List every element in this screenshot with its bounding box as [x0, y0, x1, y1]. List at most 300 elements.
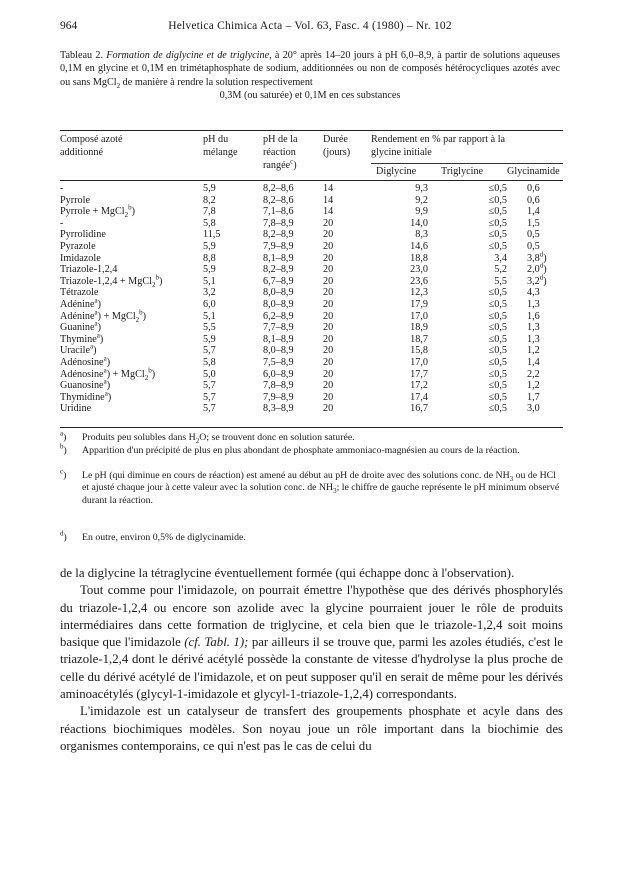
footnote-ref: a: [89, 342, 94, 351]
cell-diglycine-value: 9,3: [415, 183, 428, 194]
footnote-d-sup: d: [60, 529, 64, 538]
cell-glycinamide-value: 3,8: [527, 252, 540, 264]
cell-diglycine: [368, 183, 442, 195]
cell-ph-reaction: [263, 195, 323, 207]
cell-glycinamide: [527, 392, 567, 404]
cell-ph-reaction-value: 7,1–8,6: [263, 206, 294, 218]
cell-glycinamide: [527, 403, 567, 415]
col-header-compound-line1: Composé azoté: [60, 134, 123, 145]
caption-text-1: à 20° après 14–20 jours à pH 6,0–8,9, à partir de solutions aqueuses 0,1: [60, 50, 561, 75]
cell-ph-reaction-value: 8,2–8,6: [263, 194, 294, 206]
cell-ph-value: 5,7: [203, 345, 216, 357]
caption-text-2: en glycine et 0,1: [85, 63, 155, 75]
footnote-c-text-1: Le pH (qui diminue en cours de réaction) est amené au début au pH de droite avec des solutions conc. de NH: [82, 470, 510, 481]
cell-compound: Adénine$^a$) + MgCl$_2^b$): [60, 308, 147, 324]
cell-diglycine-value: 23,6: [410, 275, 428, 287]
molar-unit: M: [232, 89, 242, 101]
cell-ph-reaction-value: 8,2–8,6: [263, 183, 294, 194]
footnote-ref: a: [94, 296, 98, 305]
caption-last-line: [60, 89, 560, 102]
table-row: [60, 229, 567, 241]
cell-diglycine-value: 14,0: [410, 217, 428, 229]
cell-ph-reaction: [263, 229, 323, 241]
compound-name: Adénosine: [60, 368, 104, 380]
cell-glycinamide-value: 0,6: [527, 194, 540, 206]
cell-ph: [201, 218, 263, 230]
compound-name: Adénine: [60, 310, 95, 322]
cell-duration-value: 20: [323, 403, 334, 415]
cell-triglycine-value: ≤0,5: [488, 368, 507, 380]
compound-name: Uracile: [60, 345, 90, 357]
cell-diglycine: [368, 403, 442, 415]
cell-ph-reaction: [263, 334, 323, 346]
cell-glycinamide: [527, 380, 567, 392]
cell-glycinamide-value: 3,0: [527, 403, 540, 415]
cell-glycinamide: 3,2$^d$): [527, 273, 547, 287]
cell-ph: [201, 241, 263, 253]
cell-ph-reaction: [263, 369, 323, 381]
table-row: [60, 403, 567, 415]
cell-triglycine-value: ≤0,5: [488, 310, 507, 322]
footnote-ref: a: [103, 354, 107, 363]
col-header-duration: [323, 134, 350, 160]
cell-compound: Triazole-1,2,4 + MgCl$_2^b$): [60, 273, 163, 289]
compound-name: Adénine: [60, 298, 95, 310]
molar-unit: M: [154, 63, 164, 75]
cell-ph-reaction-value: 8,2–8,9: [263, 229, 294, 241]
compound-name: Triazole-1,2,4: [60, 264, 118, 276]
col-header-compound-line2: additionné: [60, 146, 104, 158]
cell-triglycine: [442, 380, 527, 392]
cell-ph-value: 8,8: [203, 252, 216, 264]
compound-name: Pyrrolidine: [60, 229, 106, 241]
cell-duration: [323, 287, 368, 299]
cell-ph: [201, 195, 263, 207]
cell-ph-reaction: [263, 380, 323, 392]
caption-text-5: 0,3: [219, 89, 233, 101]
cell-diglycine-value: 17,2: [410, 380, 428, 392]
cell-diglycine-value: 9,2: [415, 194, 428, 206]
cell-diglycine: [368, 311, 442, 323]
cell-triglycine-value: 5,2: [494, 264, 507, 276]
table-row: [60, 206, 567, 218]
cell-triglycine: [442, 276, 527, 288]
cell-compound: [60, 403, 201, 415]
cell-duration-value: 20: [323, 380, 334, 392]
cell-glycinamide-value: 1,3: [527, 298, 540, 310]
cell-ph-value: 5,9: [203, 333, 216, 345]
footnote-b: [60, 442, 563, 457]
cell-triglycine-value: ≤0,5: [488, 345, 507, 357]
cell-triglycine-value: ≤0,5: [488, 380, 507, 392]
body-paragraph-3: L'imidazole est un catalyseur de transfert des groupements phosphate et acyle dans des réactions biochimiques modèles. Son noyau joue un rôle important dans la biochimie des organismes contemporains, ce qui n'est pas le cas de celui du: [60, 704, 563, 753]
col-header-phr-line2: réaction: [263, 146, 296, 158]
cell-diglycine: [368, 299, 442, 311]
cell-ph-value: 5,0: [203, 368, 216, 380]
cell-triglycine: [442, 403, 527, 415]
cell-diglycine: [368, 264, 442, 276]
cell-ph-reaction-value: 6,0–8,9: [263, 368, 294, 380]
cell-duration-value: 20: [323, 298, 334, 310]
cell-triglycine: [442, 299, 527, 311]
footnote-ref: b: [139, 308, 143, 317]
compound-name: Uridine: [60, 403, 92, 415]
cell-ph-value: 5,8: [203, 217, 216, 229]
cell-glycinamide: [527, 287, 567, 299]
cell-compound: Adénosine$^a$) + MgCl$_2^b$): [60, 366, 156, 382]
cell-ph-reaction: [263, 241, 323, 253]
yield-group-rule: [371, 163, 563, 164]
cell-diglycine-value: 16,7: [410, 403, 428, 415]
cell-glycinamide: [527, 357, 567, 369]
cell-diglycine: [368, 380, 442, 392]
molar-unit: M: [72, 63, 82, 75]
footnote-ref: a: [96, 331, 100, 340]
cell-ph-value: 3,2: [203, 287, 216, 299]
cell-ph-reaction-value: 8,1–8,9: [263, 252, 294, 264]
cell-triglycine: [442, 345, 527, 357]
cell-ph-reaction: [263, 218, 323, 230]
cell-triglycine-value: ≤0,5: [488, 333, 507, 345]
table-row: [60, 241, 567, 253]
cell-ph: [201, 392, 263, 404]
cell-ph: [201, 369, 263, 381]
compound-name: Thymidine: [60, 391, 105, 403]
cell-glycinamide: [527, 183, 567, 195]
cell-triglycine-value: ≤0,5: [488, 217, 507, 229]
footnote-c: [60, 467, 563, 507]
cell-ph-value: 5,7: [203, 391, 216, 403]
cell-diglycine-value: 9,9: [415, 206, 428, 218]
subscript: 2: [116, 81, 121, 90]
compound-name: Pyrrole: [60, 194, 90, 206]
cell-triglycine: [442, 287, 527, 299]
cell-duration: [323, 253, 368, 265]
col-header-ph-line1: pH du: [203, 134, 229, 145]
cell-triglycine-value: ≤0,5: [488, 298, 507, 310]
cell-glycinamide-value: 1,5: [527, 217, 540, 229]
cell-glycinamide: [527, 322, 567, 334]
body-paragraph-2: [60, 582, 563, 703]
cell-glycinamide: [527, 369, 567, 381]
cell-glycinamide-value: 1,7: [527, 391, 540, 403]
cell-glycinamide: [527, 218, 567, 230]
cell-glycinamide: [527, 195, 567, 207]
cell-glycinamide-value: 3,2: [527, 275, 540, 287]
compound-name: Adénosine: [60, 356, 104, 368]
footnote-b-text: Apparition d'un précipité de plus en plus abondant de phosphate ammoniaco-magnésien au cours de la réaction.: [82, 445, 520, 456]
cell-glycinamide: [527, 206, 567, 218]
cell-ph-reaction-value: 7,9–8,9: [263, 240, 294, 252]
cell-glycinamide: [527, 229, 567, 241]
cell-glycinamide-value: 1,6: [527, 310, 540, 322]
cell-ph-reaction: [263, 345, 323, 357]
cell-compound: Adénine$^a$): [60, 296, 102, 310]
cell-ph: [201, 229, 263, 241]
cell-triglycine: [442, 183, 527, 195]
cell-compound: Pyrrole + MgCl$_2^b$): [60, 203, 136, 220]
cell-ph: [201, 276, 263, 288]
cell-duration: [323, 183, 368, 195]
cell-duration: [323, 322, 368, 334]
cell-ph-reaction: [263, 322, 323, 334]
cell-duration-value: 14: [323, 183, 334, 194]
cell-ph-reaction-value: 8,0–8,9: [263, 298, 294, 310]
cell-triglycine-value: ≤0,5: [488, 356, 507, 368]
cell-ph-reaction: [263, 183, 323, 195]
table-reference: (cf. Tabl. 1);: [184, 635, 249, 650]
table-row: [60, 311, 567, 323]
cell-glycinamide-value: 4,3: [527, 287, 540, 299]
cell-duration-value: 20: [323, 368, 334, 380]
cell-duration-value: 20: [323, 252, 334, 264]
footnote-c-text-2: ou de HCl et ajusté chaque jour à cette valeur avec la solution conc. de NH: [82, 470, 556, 494]
table-row: [60, 392, 567, 404]
footnote-d-mark: $^d$): [60, 529, 67, 543]
cell-ph: [201, 183, 263, 195]
cell-duration: [323, 276, 368, 288]
cell-triglycine-value: ≤0,5: [488, 287, 507, 299]
cell-duration: [323, 206, 368, 218]
footnote-a-text-2: O; se trouvent donc en solution saturée.: [199, 432, 355, 443]
compound-name: -: [60, 217, 64, 229]
cell-triglycine: [442, 229, 527, 241]
cell-compound: Guanosine$^a$): [60, 377, 111, 392]
table-row: [60, 345, 567, 357]
compound-additive: + MgCl: [101, 310, 136, 322]
cell-triglycine: [442, 322, 527, 334]
cell-glycinamide-value: 1,4: [527, 206, 540, 218]
subscript: 2: [135, 315, 140, 324]
body-paragraph-1: de la diglycine la tétraglycine éventuellement formée (qui échappe donc à l'observation).: [60, 566, 515, 580]
cell-duration-value: 20: [323, 287, 334, 299]
cell-duration: [323, 357, 368, 369]
cell-diglycine: [368, 345, 442, 357]
cell-compound: [60, 241, 201, 253]
compound-name: Thymine: [60, 333, 97, 345]
body-text: [60, 565, 563, 755]
cell-ph: [201, 357, 263, 369]
cell-triglycine: [442, 311, 527, 323]
cell-diglycine-value: 17,0: [410, 356, 428, 368]
cell-duration-value: 20: [323, 240, 334, 252]
cell-ph-value: 5,7: [203, 380, 216, 392]
cell-ph-value: 6,0: [203, 298, 216, 310]
cell-triglycine-value: ≤0,5: [488, 194, 507, 206]
cell-diglycine: [368, 229, 442, 241]
compound-name: Pyrazole: [60, 240, 96, 252]
cell-diglycine-value: 14,6: [410, 240, 428, 252]
cell-glycinamide-value: 1,4: [527, 356, 540, 368]
cell-diglycine: [368, 206, 442, 218]
table-body: [60, 183, 567, 415]
compound-name: Guanine: [60, 322, 95, 334]
cell-duration: [323, 369, 368, 381]
table-row: [60, 276, 567, 288]
cell-ph-reaction: [263, 299, 323, 311]
cell-triglycine: [442, 218, 527, 230]
cell-diglycine-value: 17,4: [410, 391, 428, 403]
footnote-d-text: En outre, environ 0,5% de diglycinamide.: [82, 532, 246, 543]
cell-ph: [201, 264, 263, 276]
cell-glycinamide-value: 2,2: [527, 368, 540, 380]
running-title: Helvetica Chimica Acta – Vol. 63, Fasc. 4 (1980) – Nr. 102: [168, 20, 452, 32]
cell-ph-value: 5,1: [203, 310, 216, 322]
table-row: [60, 218, 567, 230]
cell-ph-reaction-value: 7,5–8,9: [263, 356, 294, 368]
col-header-duration-line2: (jours): [323, 146, 351, 158]
cell-diglycine-value: 12,3: [410, 287, 428, 299]
cell-triglycine-value: ≤0,5: [488, 240, 507, 252]
table-row: [60, 183, 567, 195]
cell-ph-reaction-value: 7,8–8,9: [263, 380, 294, 392]
cell-duration: [323, 241, 368, 253]
cell-duration: [323, 218, 368, 230]
cell-diglycine: [368, 322, 442, 334]
cell-ph-reaction-value: 7,9–8,9: [263, 391, 294, 403]
cell-triglycine-value: 3,4: [494, 252, 507, 264]
table-top-rule: [60, 130, 563, 131]
cell-ph-reaction-value: 7,8–8,9: [263, 217, 294, 229]
cell-glycinamide-value: 0,6: [527, 183, 540, 194]
cell-triglycine-value: ≤0,5: [488, 183, 507, 194]
compound-name: -: [60, 183, 64, 194]
cell-diglycine-value: 17,7: [410, 368, 428, 380]
cell-glycinamide-value: 0,5: [527, 229, 540, 241]
subscript: 2: [124, 211, 129, 220]
cell-diglycine: [368, 392, 442, 404]
compound-name: Guanosine: [60, 380, 104, 392]
cell-diglycine-value: 18,9: [410, 322, 428, 334]
cell-glycinamide: [527, 311, 567, 323]
cell-glycinamide: 3,8$^d$): [527, 250, 547, 264]
col-header-ph-reaction: [263, 134, 298, 172]
footnote-b-sup: b: [60, 442, 64, 451]
caption-text-7: en ces substances: [329, 89, 401, 101]
caption-title: Formation de diglycine et de triglycine,: [106, 50, 272, 61]
cell-duration-value: 14: [323, 206, 334, 218]
cell-diglycine-value: 8,3: [415, 229, 428, 241]
footnote-c-mark: $^c$): [60, 467, 67, 481]
col-header-compound: [60, 134, 123, 160]
cell-compound: [60, 264, 201, 276]
cell-ph: [201, 380, 263, 392]
cell-glycinamide-value: 1,2: [527, 345, 540, 357]
cell-diglycine: [368, 276, 442, 288]
subscript: 2: [151, 280, 156, 289]
cell-ph-reaction-value: 8,0–8,9: [263, 345, 294, 357]
cell-ph-reaction-value: 6,2–8,9: [263, 310, 294, 322]
col-header-ph: [203, 134, 238, 160]
footnote-a: [60, 429, 563, 445]
cell-diglycine-value: 15,8: [410, 345, 428, 357]
cell-glycinamide-value: 0,5: [527, 240, 540, 252]
cell-ph: [201, 334, 263, 346]
running-header: [60, 20, 560, 36]
cell-triglycine: [442, 392, 527, 404]
cell-ph: [201, 311, 263, 323]
col-header-glycinamide: Glycinamide: [507, 166, 560, 177]
cell-compound: [60, 229, 201, 241]
col-header-yield-line2: glycine initiale: [371, 146, 432, 158]
cell-triglycine: [442, 264, 527, 276]
cell-triglycine-value: ≤0,5: [488, 322, 507, 334]
footnote-c-sup: c: [60, 467, 64, 476]
footnote-ref: b: [155, 273, 159, 282]
cell-duration: [323, 345, 368, 357]
cell-duration-value: 20: [323, 264, 334, 276]
table-bottom-rule: [60, 427, 563, 428]
cell-ph: [201, 403, 263, 415]
table-row: [60, 380, 567, 392]
page-number: 964: [60, 20, 78, 32]
cell-triglycine: [442, 369, 527, 381]
cell-ph-reaction: [263, 206, 323, 218]
molar-unit: M: [317, 89, 327, 101]
footnote-ref: b: [148, 366, 152, 375]
cell-duration: [323, 299, 368, 311]
col-header-phr-line1: pH de la: [263, 134, 298, 145]
cell-ph-reaction-value: 8,0–8,9: [263, 287, 294, 299]
cell-ph-reaction: [263, 392, 323, 404]
cell-duration-value: 14: [323, 194, 334, 206]
cell-ph-value: 5,9: [203, 240, 216, 252]
caption-text-3: en trimétaphosphate de sodium, additionnées ou non de composés hétérocycliques azotés avec ou sans MgCl: [60, 63, 561, 88]
cell-glycinamide: [527, 299, 567, 311]
cell-ph-value: 5,5: [203, 322, 216, 334]
footnote-ref: d: [539, 273, 544, 282]
table-row: [60, 287, 567, 299]
footnote-a-text-1: Produits peu solubles dans H: [82, 432, 196, 443]
cell-compound: [60, 287, 201, 299]
cell-diglycine-value: 18,8: [410, 252, 428, 264]
footnote-ref: b: [128, 203, 132, 212]
cell-diglycine: [368, 334, 442, 346]
compound-name: Triazole-1,2,4 + MgCl: [60, 275, 152, 287]
cell-triglycine-value: ≤0,5: [488, 403, 507, 415]
cell-ph: [201, 206, 263, 218]
footnote-a-sup: a: [60, 429, 64, 438]
cell-duration: [323, 392, 368, 404]
cell-duration: [323, 334, 368, 346]
table-row: [60, 357, 567, 369]
cell-duration-value: 20: [323, 345, 334, 357]
cell-ph-value: 11,5: [203, 229, 221, 241]
cell-ph-reaction: [263, 287, 323, 299]
cell-diglycine: [368, 218, 442, 230]
cell-triglycine-value: 5,5: [494, 275, 507, 287]
cell-glycinamide-value: 1,3: [527, 333, 540, 345]
col-header-diglycine: Diglycine: [376, 166, 417, 177]
cell-triglycine: [442, 253, 527, 265]
table-caption: [60, 49, 560, 102]
cell-ph-reaction-value: 6,7–8,9: [263, 275, 294, 287]
footnote-b-mark: $^b$): [60, 442, 67, 456]
footnote-d: [60, 529, 563, 544]
cell-duration: [323, 195, 368, 207]
footnote-ref: c: [290, 157, 294, 166]
cell-duration-value: 20: [323, 229, 334, 241]
cell-duration-value: 20: [323, 391, 334, 403]
subscript: 3: [509, 474, 514, 483]
table-row: [60, 195, 567, 207]
col-header-phr-line3: rangée$^c$): [263, 157, 297, 171]
cell-triglycine: [442, 334, 527, 346]
cell-glycinamide-value: 1,3: [527, 322, 540, 334]
cell-triglycine-value: ≤0,5: [488, 229, 507, 241]
cell-duration: [323, 229, 368, 241]
cell-triglycine: [442, 195, 527, 207]
